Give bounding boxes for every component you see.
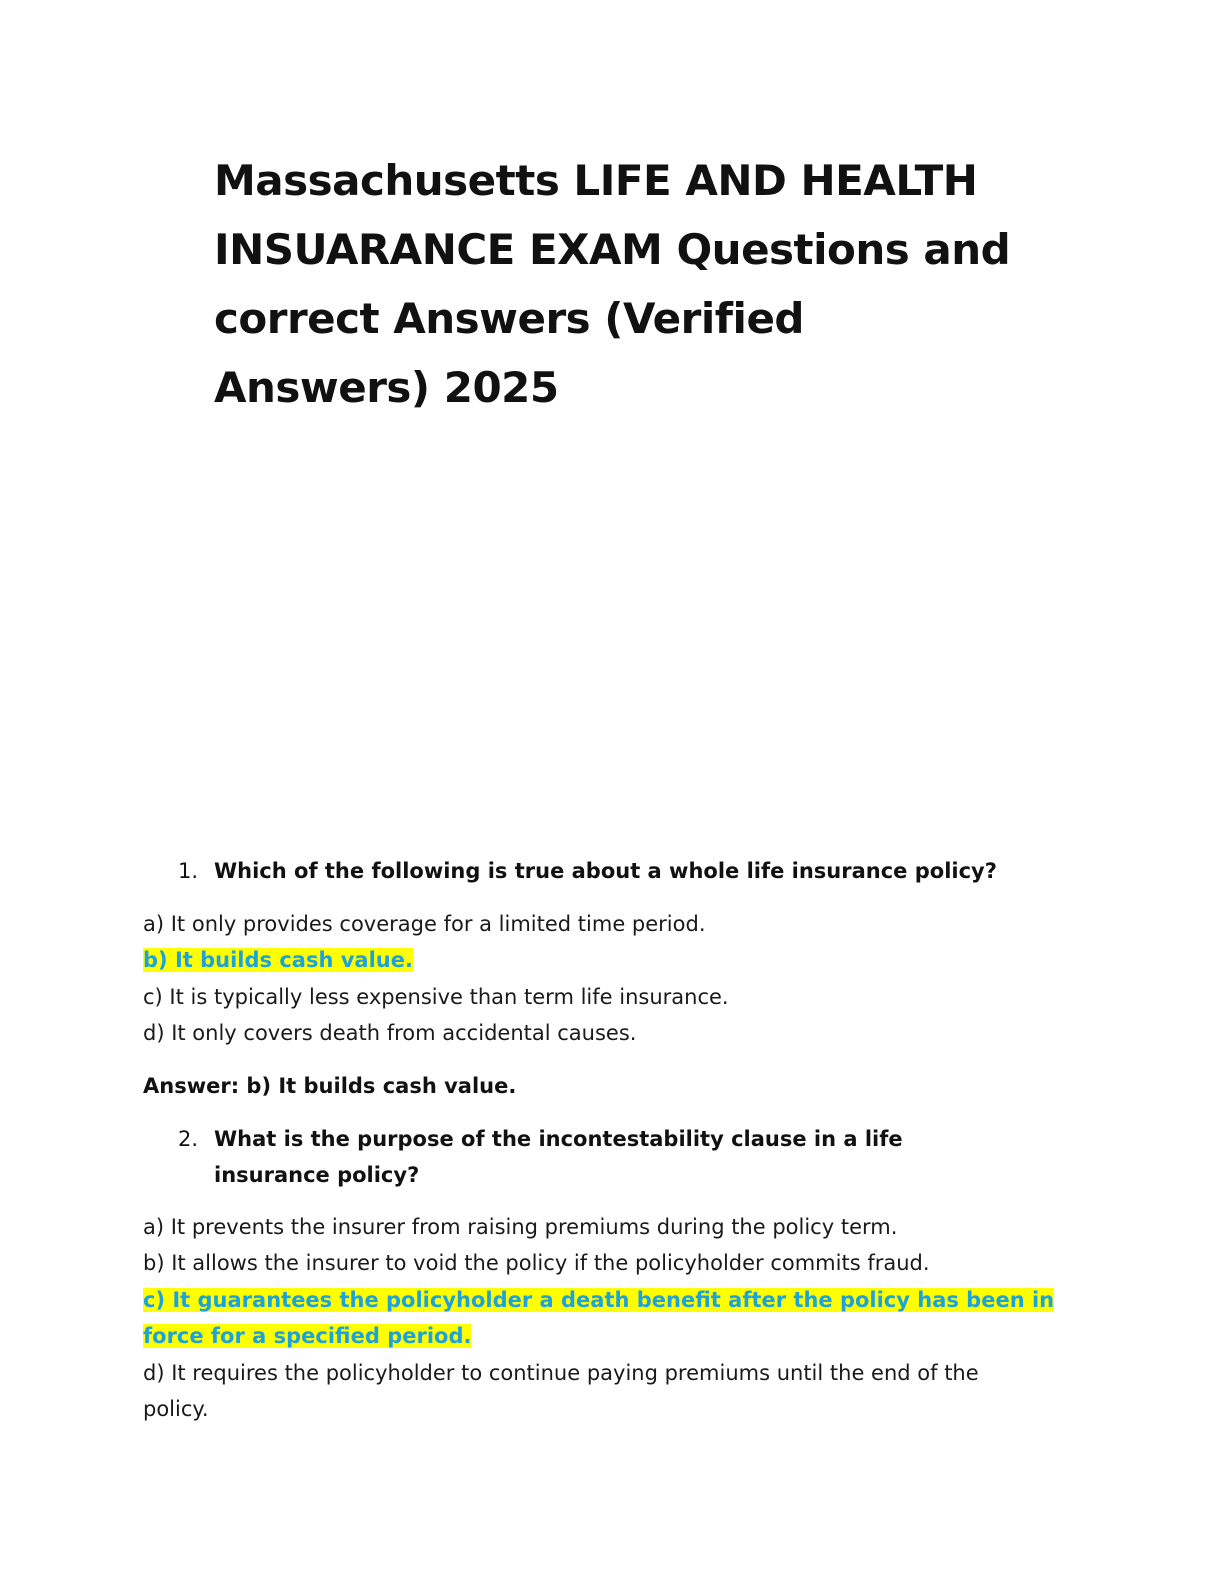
question-1-option-d: d) It only covers death from accidental causes. [143, 1021, 637, 1045]
question-1-correct-option: b) It builds cash value. [143, 948, 413, 972]
question-2-option-b: b) It allows the insurer to void the policy if the policyholder commits fraud. [143, 1251, 930, 1275]
question-2-option-d-line-2: policy. [143, 1397, 209, 1421]
question-2-number: 2. [178, 1127, 199, 1151]
question-2-correct-option-continued: force for a specified period. [143, 1324, 472, 1348]
page-title: Massachusetts LIFE AND HEALTH INSUARANCE EXAM Questions and correct Answers (Verified Answers) 2025 [214, 156, 1011, 412]
question-1-number: 1. [178, 859, 199, 883]
question-1-option-c: c) It is typically less expensive than term life insurance. [143, 985, 729, 1009]
question-1-answer: Answer: b) It builds cash value. [143, 1074, 517, 1098]
question-2-option-d-line-1: d) It requires the policyholder to continue paying premiums until the end of the [143, 1361, 979, 1385]
question-2-option-c-line-1 [143, 1282, 1054, 1318]
question-2-option-c-line-2 [143, 1318, 471, 1354]
question-2-option-a: a) It prevents the insurer from raising premiums during the policy term. [143, 1215, 898, 1239]
question-1-heading [178, 853, 1028, 889]
question-2-heading [178, 1121, 1028, 1193]
question-1-option-b [143, 942, 413, 978]
question-1-option-a: a) It only provides coverage for a limited time period. [143, 912, 706, 936]
question-1-text: Which of the following is true about a whole life insurance policy? [214, 859, 997, 883]
question-2-correct-option: c) It guarantees the policyholder a death benefit after the policy has been in [143, 1288, 1055, 1312]
question-2-text: What is the purpose of the incontestability clause in a life insurance policy? [214, 1127, 903, 1187]
